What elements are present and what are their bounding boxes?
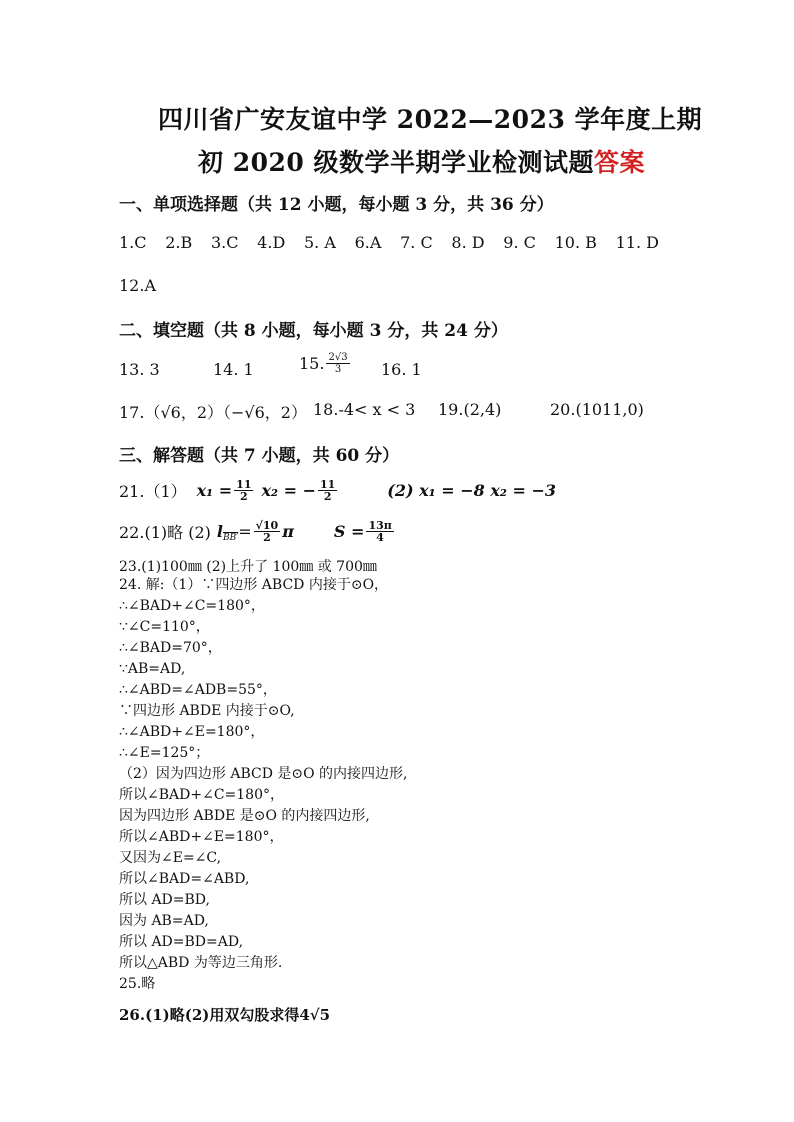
proof-line: 因为四边形 ABDE 是⊙O 的内接四边形, <box>119 808 370 824</box>
proof-line: ∵AB=AD, <box>119 661 186 677</box>
answer-item: 5. A <box>303 233 336 252</box>
proof-line: 所以 AD=BD=AD, <box>119 934 244 950</box>
fraction-denominator: 4 <box>376 531 384 544</box>
proof-line: 因为 AB=AD, <box>119 913 209 929</box>
fraction-denominator: 2 <box>263 531 271 544</box>
proof-line: ∵四边形 ABDE 内接于⊙O, <box>119 703 295 719</box>
fraction-denominator: 3 <box>334 364 342 375</box>
answer-item: 9. C <box>503 233 536 252</box>
proof-line: ∴∠E=125°； <box>119 745 210 761</box>
answer-item: 3.C <box>210 233 239 252</box>
fraction-numerator: 11 <box>319 478 336 491</box>
answer-21-x1-fraction <box>234 479 253 502</box>
fraction-numerator: 2√3 <box>328 352 348 363</box>
answer-item: 11. D <box>615 233 659 252</box>
proof-line: 所以△ABD 为等边三角形. <box>119 955 283 971</box>
choice-answers-row-2: 12.A <box>119 276 156 295</box>
choice-answers-row-1 <box>119 233 659 252</box>
answer-item: 7. C <box>400 233 433 252</box>
fraction-denominator: 2 <box>240 490 248 503</box>
answer-item: 10. B <box>554 233 597 252</box>
proof-line: ∴∠ABD+∠E=180°， <box>119 724 265 740</box>
answer-13: 13. 3 <box>119 360 160 379</box>
fraction-numerator: 13π <box>368 519 392 532</box>
answer-15-fraction <box>326 352 349 375</box>
answer-15 <box>299 352 352 375</box>
answer-24-proof <box>119 575 408 974</box>
answer-16: 16. 1 <box>381 360 422 379</box>
answer-22-label: 22.(1)略 (2) <box>119 523 211 542</box>
proof-line: 又因为∠E=∠C, <box>119 850 222 866</box>
answer-21-x2-fraction <box>318 479 337 502</box>
proof-line: ∵∠C=110°， <box>119 619 210 635</box>
answer-item: 8. D <box>451 233 485 252</box>
answer-item: 4.D <box>257 233 286 252</box>
answer-23: 23.(1)100㎜ (2)上升了 100㎜ 或 700㎜ <box>119 559 377 575</box>
answer-17: 17.（√6，2）（−√6，2） <box>119 403 307 422</box>
answer-26: 26.(1)略(2)用双勾股求得4√5 <box>119 1006 331 1024</box>
proof-line: （2）因为四边形 ABCD 是⊙O 的内接四边形, <box>119 766 408 782</box>
answer-21-x1: x₁ = <box>196 481 233 500</box>
proof-line: ∴∠ABD=∠ADB=55°， <box>119 682 277 698</box>
answer-21-label: 21.（1） <box>119 482 187 501</box>
title-line-2 <box>198 143 645 179</box>
answer-20: 20.(1011,0) <box>550 400 644 419</box>
section-2-heading: 二、填空题（共 8 小题，每小题 3 分，共 24 分） <box>119 321 508 341</box>
fraction-denominator: 2 <box>323 490 332 503</box>
answer-22-equals: = <box>238 522 252 541</box>
answer-21-x2: x₂ = − <box>261 481 316 500</box>
answer-21 <box>119 479 556 502</box>
area-symbol: S = <box>333 522 365 541</box>
arc-length-symbol: l <box>216 522 223 541</box>
fraction-numerator: √10 <box>255 519 279 532</box>
title-main: 初 2020 级数学半期学业检测试题 <box>198 148 594 177</box>
proof-line: ∴∠BAD=70°， <box>119 640 222 656</box>
section-3-heading: 三、解答题（共 7 小题，共 60 分） <box>119 446 400 466</box>
answer-item: 6.A <box>354 233 382 252</box>
proof-line: ∴∠BAD+∠C=180°， <box>119 598 265 614</box>
answer-item: 2.B <box>165 233 193 252</box>
proof-line: 所以 AD=BD, <box>119 892 210 908</box>
proof-line: 24. 解:（1）∵四边形 ABCD 内接于⊙O， <box>119 577 389 593</box>
section-1-heading: 一、单项选择题（共 12 小题，每小题 3 分，共 36 分） <box>119 195 554 215</box>
answer-25: 25.略 <box>119 976 156 992</box>
answer-22-area-fraction <box>366 520 393 543</box>
answer-22-fraction <box>254 520 281 543</box>
arc-subscript: BB′ <box>222 532 239 543</box>
title-answer-red: 答案 <box>594 148 646 177</box>
answer-22 <box>119 520 396 543</box>
fraction-numerator: 11 <box>236 478 252 491</box>
answer-item: 1.C <box>119 233 147 252</box>
answer-21-part2: (2) x₁ = −8 x₂ = −3 <box>387 481 556 500</box>
proof-line: 所以∠BAD=∠ABD, <box>119 871 250 887</box>
title-line-1: 四川省广安友谊中学 2022—2023 学年度上期 <box>158 105 703 134</box>
answer-18: 18.-4< x < 3 <box>313 400 416 419</box>
answer-14: 14. 1 <box>213 360 254 379</box>
pi-symbol: π <box>282 522 294 541</box>
proof-line: 所以∠BAD+∠C=180°， <box>119 787 284 803</box>
answer-19: 19.(2,4) <box>438 400 502 419</box>
proof-line: 所以∠ABD+∠E=180°， <box>119 829 284 845</box>
answer-15-label: 15. <box>299 354 325 373</box>
